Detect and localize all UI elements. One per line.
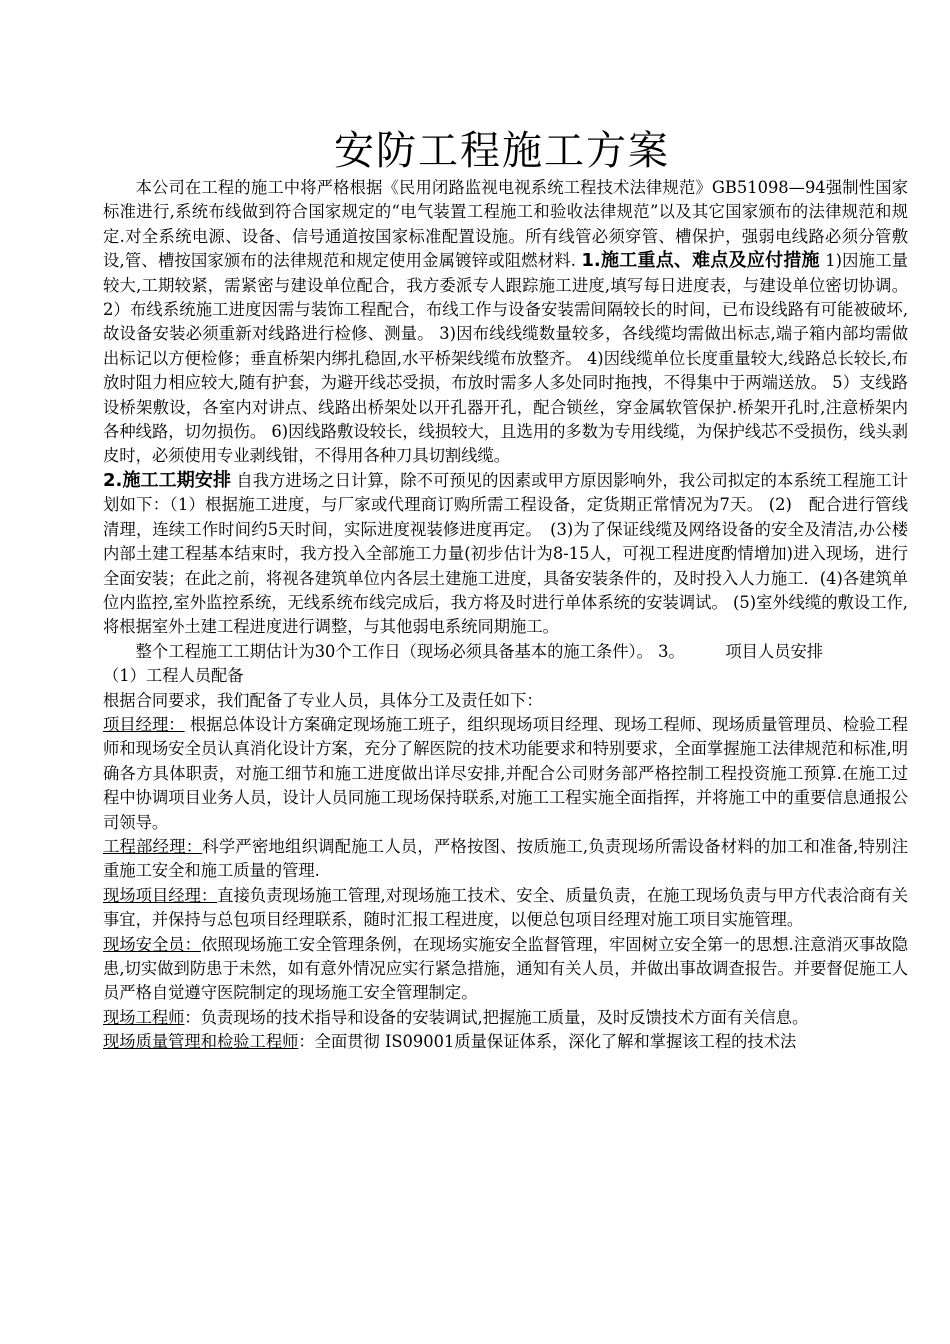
role-site-project-manager [103, 884, 908, 933]
document-title: 安防工程施工方案 [334, 128, 670, 174]
document-body [103, 176, 908, 1055]
role-title: 现场安全员： [103, 934, 201, 954]
role-title: 现场项目经理： [103, 885, 218, 905]
section3-intro: 根据合同要求，我们配备了专业人员，具体分工及责任如下： [103, 690, 543, 710]
role-text: 依照现场施工安全管理条例，在现场实施安全监督管理，牢固树立安全第一的思想.注意消灭事故隐患,切实做到防患于未然，如有意外情况应实行紧急措施，通知有关人员，并做出事故调查报告。并要督促施工人员严格自觉遵守医院制定的现场施工安全管理制定。 [103, 934, 908, 1003]
role-project-manager [103, 713, 908, 835]
role-engineering-manager [103, 835, 908, 884]
role-text: 直接负责现场施工管理,对现场施工技术、安全、质量负责，在施工现场负责与甲方代表洽商有关事宜，并保持与总包项目经理联系，随时汇报工程进度，以便总包项目经理对施工项目实施管理。 [103, 885, 908, 930]
role-text: 科学严密地组织调配施工人员，严格按图、按质施工,负责现场所需设备材料的加工和准备,特别注重施工安全和施工质量的管理. [103, 836, 908, 881]
role-safety-officer [103, 933, 908, 1006]
section1-heading: 1.施工重点、难点及应付措施 [581, 250, 820, 272]
role-title: 现场工程师 [103, 1007, 185, 1027]
role-text: 根据总体设计方案确定现场施工班子，组织现场项目经理、现场工程师、现场质量管理员、检验工程师和现场安全员认真消化设计方案，充分了解医院的技术功能要求和特别要求，全面掌握施工法律规范和标准,明确各方具体职责，对施工细节和施工进度做出详尽安排,并配合公司财务部严格控制工程投资施工预算.在施工过程中协调项目业务人员，设计人员同施工现场保持联系,对施工工程实施全面指挥，并将施工中的重要信息通报公司领导。 [103, 714, 908, 832]
role-text: ：负责现场的技术指导和设备的安装调试,把握施工质量，及时反馈技术方面有关信息。 [184, 1007, 809, 1027]
section2-text: 自我方进场之日计算，除不可预见的因素或甲方原因影响外，我公司拟定的本系统工程施工计划如下：（1）根据施工进度，与厂家或代理商订购所需工程设备，定货期正常情况为7天。 (2) 配合进行管线清理，连续工作时间约5天时间，实际进度视装修进度再定。 (3)为了保证线缆及网络设备的安全及清洁,办公楼内部土建工程基本结束时，我方投入全部施工力量(初步估计为8-15人，可视工程进度酌情增加)进入现场，进行全面安装；在此之前，将视各建筑单位内各层土建施工进度，具备安装条件的，及时投入人力施工．(4)各建筑单位内监控,室外监控系统，无线系统布线完成后，我方将及时进行单体系统的安装调试。 (5)室外线缆的敷设工作,将根据室外土建工程进度进行调整，与其他弱电系统同期施工。 [103, 470, 908, 637]
section1-paragraph [103, 176, 908, 469]
section1-text: 1)因施工量较大,工期较紧，需紧密与建设单位配合，我方委派专人跟踪施工进度,填写每日进度表，与建设单位密切协调。 2）布线系统施工进度因需与装饰工程配合，布线工作与设备安装需间隔较长的时间，已布设线路有可能被破坏,故设备安装必须重新对线路进行检修、测量。 3)因布线线缆数量较多，各线缆均需做出标志,端子箱内部均需做出标记以方便检修；垂直桥架内绑扎稳固,水平桥架线缆布放整齐。 4)因线缆单位长度重量较大,线路总长较长,布放时阻力相应较大,随有护套，为避开线芯受损，布放时需多人多处同时拖拽，不得集中于两端送放。 5）支线路设桥架敷设，各室内对讲点、线路出桥架处以开孔器开孔，配合锁丝，穿金属软管保护.桥架开孔时,注意桥架内各种线路，切勿损伤。 6)因线路敷设较长，线损较大，且选用的多数为专用线缆，为保护线芯不受损伤，线头剥皮时，必须使用专业剥线钳，不得用各种刀具切割线缆。 [103, 251, 908, 466]
role-title: 工程部经理： [103, 836, 203, 856]
role-title: 现场质量管理和检验工程师 [103, 1032, 299, 1052]
section2-paragraph [103, 469, 908, 640]
section2-heading: 2.施工工期安排 [103, 469, 232, 491]
role-title: 项目经理： [103, 714, 185, 734]
intro-text: 本公司在工程的施工中将严格根据《民用闭路监视电视系统工程技术法律规范》GB51098—94强制性国家标准进行,系统布线做到符合国家规定的“电气装置工程施工和验收法律规范”以及其它国家颁布的法律规范和规定.对全系统电源、设备、信号通道按国家标准配置设施。所有线管必须穿管、槽保护，强弱电线路必须分管敷设,管、槽按国家颁布的法律规范和规定使用金属镀锌或阻燃材料. [103, 178, 908, 271]
role-quality-engineer [103, 1030, 908, 1054]
section2-summary: 整个工程施工工期估计为30个工作日（现场必须具备基本的施工条件）。 3。 项目人员安排 [135, 641, 824, 661]
role-site-engineer [103, 1006, 908, 1030]
section3-subheading: （1）工程人员配备 [103, 666, 244, 686]
role-text: ：全面贯彻 IS09001质量保证体系，深化了解和掌握该工程的技术法 [298, 1032, 797, 1052]
